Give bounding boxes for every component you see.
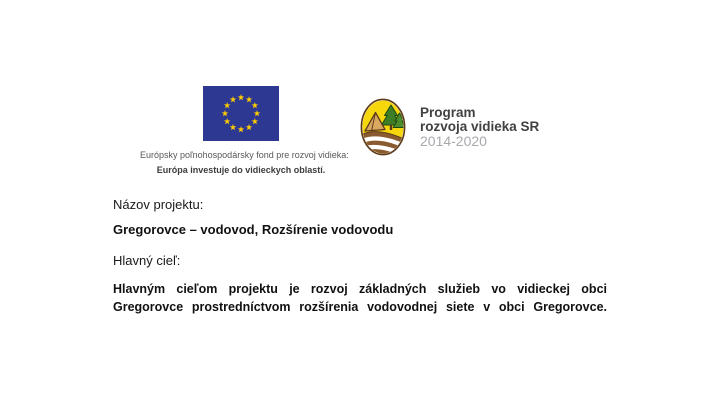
eu-fund-caption: Európsky poľnohospodársky fond pre rozvoj vidieka: — [140, 150, 349, 160]
main-goal-paragraph — [113, 281, 607, 316]
prv-title-line2: rozvoja vidieka SR — [420, 119, 540, 134]
eu-flag-icon — [203, 86, 279, 141]
prv-title-line1: Program — [420, 105, 476, 120]
goal-line: Gregorovce prostredníctvom rozšírenia vodovodnej siete v obci Gregorovce. — [113, 299, 607, 314]
main-goal-label: Hlavný cieľ: — [113, 253, 181, 268]
project-name-label: Názov projektu: — [113, 197, 204, 212]
prv-logo-text — [420, 106, 539, 149]
eu-fund-logo-block — [140, 86, 349, 176]
prv-logo-block — [360, 98, 539, 156]
project-name-value: Gregorovce – vodovod, Rozšírenie vodovodu — [113, 222, 394, 237]
eu-invest-caption: Európa investuje do vidieckych oblastí. — [156, 165, 326, 175]
prv-emblem-icon — [360, 98, 406, 156]
goal-line: Hlavným cieľom projektu je rozvoj základných služieb vo vidieckej obci — [113, 282, 607, 296]
prv-period: 2014-2020 — [420, 133, 487, 149]
